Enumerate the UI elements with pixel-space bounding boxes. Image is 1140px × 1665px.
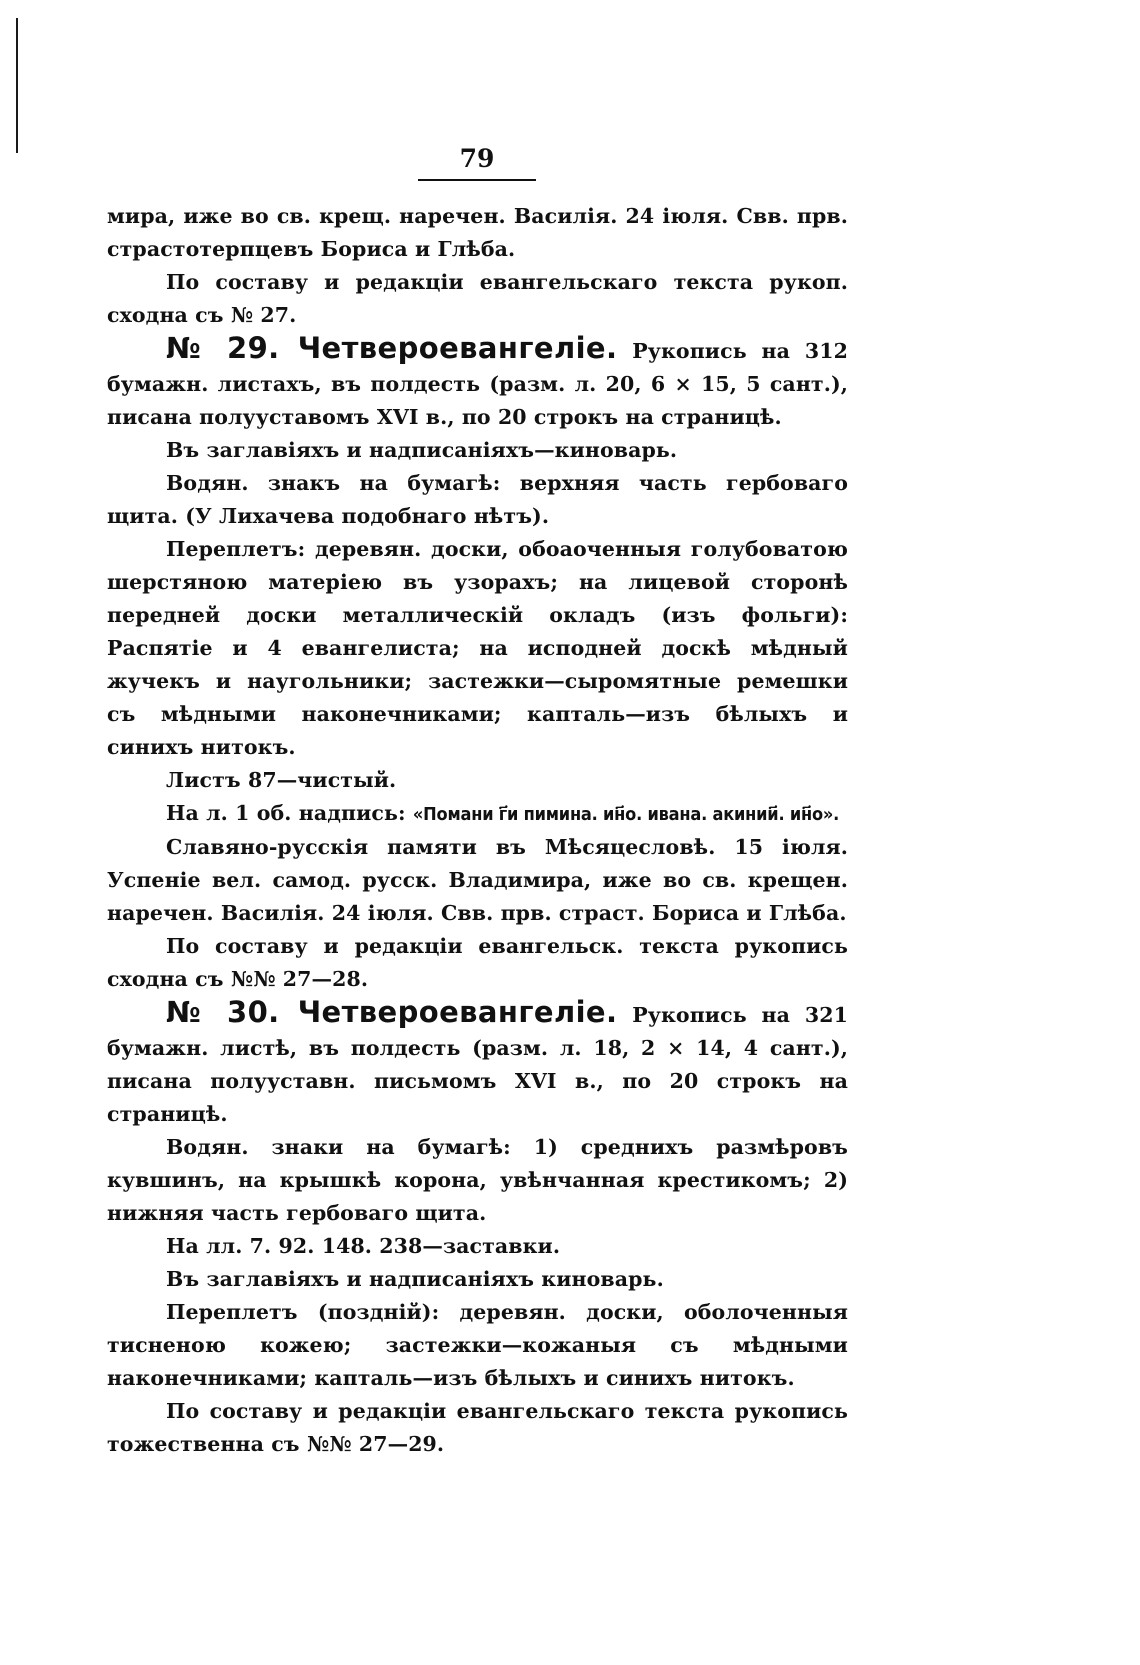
header-rule <box>418 179 536 181</box>
paragraph: мира, иже во св. крещ. наречен. Василія. 24 іюля. Свв. прв. страстотерпцевъ Бориса и Глѣба. <box>107 204 848 261</box>
paragraph: Въ заглавіяхъ и надписаніяхъ киноварь. <box>166 1267 664 1291</box>
entry-description: Рукопись на 312 бумажн. листахъ, въ полдесть (разм. л. 20, 6 × 15, 5 сант.), писана полууставомъ XVI в., по 20 строкъ на страницѣ. <box>107 339 848 429</box>
paragraph: Переплетъ (поздній): деревян. доски, оболоченныя тисненою кожею; застежки—кожаныя съ мѣдными наконечниками; капталь—изъ бѣлыхъ и синихъ нитокъ. <box>107 1300 848 1390</box>
entry-heading: № 29. Четвероевангеліе. <box>166 331 618 365</box>
paragraph: На лл. 7. 92. 148. 238—заставки. <box>166 1234 561 1258</box>
page-header <box>418 140 536 181</box>
paragraph: По составу и редакціи евангельск. текста рукопись сходна съ №№ 27—28. <box>107 934 848 991</box>
entry-heading: № 30. Четвероевангеліе. <box>166 995 618 1029</box>
paragraph: Славяно-русскія памяти въ Мѣсяцесловѣ. 15 іюля. Успеніе вел. самод. русск. Владимира, иже во св. крещен. наречен. Василія. 24 іюля. Свв. прв. страст. Бориса и Глѣба. <box>107 835 848 925</box>
paragraph: Въ заглавіяхъ и надписаніяхъ—киноварь. <box>166 438 678 462</box>
inscription-paragraph <box>107 797 848 831</box>
entry-30 <box>107 996 848 1131</box>
binding-edge-line <box>16 18 18 153</box>
entry-description: Рукопись на 321 бумажн. листѣ, въ полдесть (разм. л. 18, 2 × 14, 4 сант.), писана полууставн. письмомъ XVI в., по 20 строкъ на страницѣ. <box>107 1003 848 1126</box>
paragraph: Переплетъ: деревян. доски, обоaоченныя голубоватою шерстяною матеріею въ узорахъ; на лицевой сторонѣ передней доски металлическій окладъ (изъ фольги): Распятіе и 4 евангелиста; на исподней доскѣ мѣдный жучекъ и наугольники; застежки—сыромятные ремешки съ мѣдными наконечниками; капталь—изъ бѣлыхъ и синихъ нитокъ. <box>107 537 848 759</box>
inscription-text: «Помани г҃и пимина. ин҃о. ивана. акинии҃. ин҃о». <box>412 804 840 825</box>
paragraph: Водян. знаки на бумагѣ: 1) среднихъ размѣровъ кувшинъ, на крышкѣ корона, увѣнчанная крестикомъ; 2) нижняя часть гербоваго щита. <box>107 1135 848 1225</box>
paragraph: По составу и редакціи евангельскаго текста рукопись тожественна съ №№ 27—29. <box>107 1399 848 1456</box>
paragraph: По составу и редакціи евангельскаго текста рукоп. сходна съ № 27. <box>107 270 848 327</box>
inscription-intro: На л. 1 об. надпись: <box>166 801 413 825</box>
page-body <box>107 200 848 1461</box>
paragraph: Листъ 87—чистый. <box>166 768 397 792</box>
entry-29 <box>107 332 848 434</box>
paragraph: Водян. знакъ на бумагѣ: верхняя часть гербоваго щита. (У Лихачева подобнаго нѣтъ). <box>107 471 848 528</box>
page-number: 79 <box>459 144 495 173</box>
